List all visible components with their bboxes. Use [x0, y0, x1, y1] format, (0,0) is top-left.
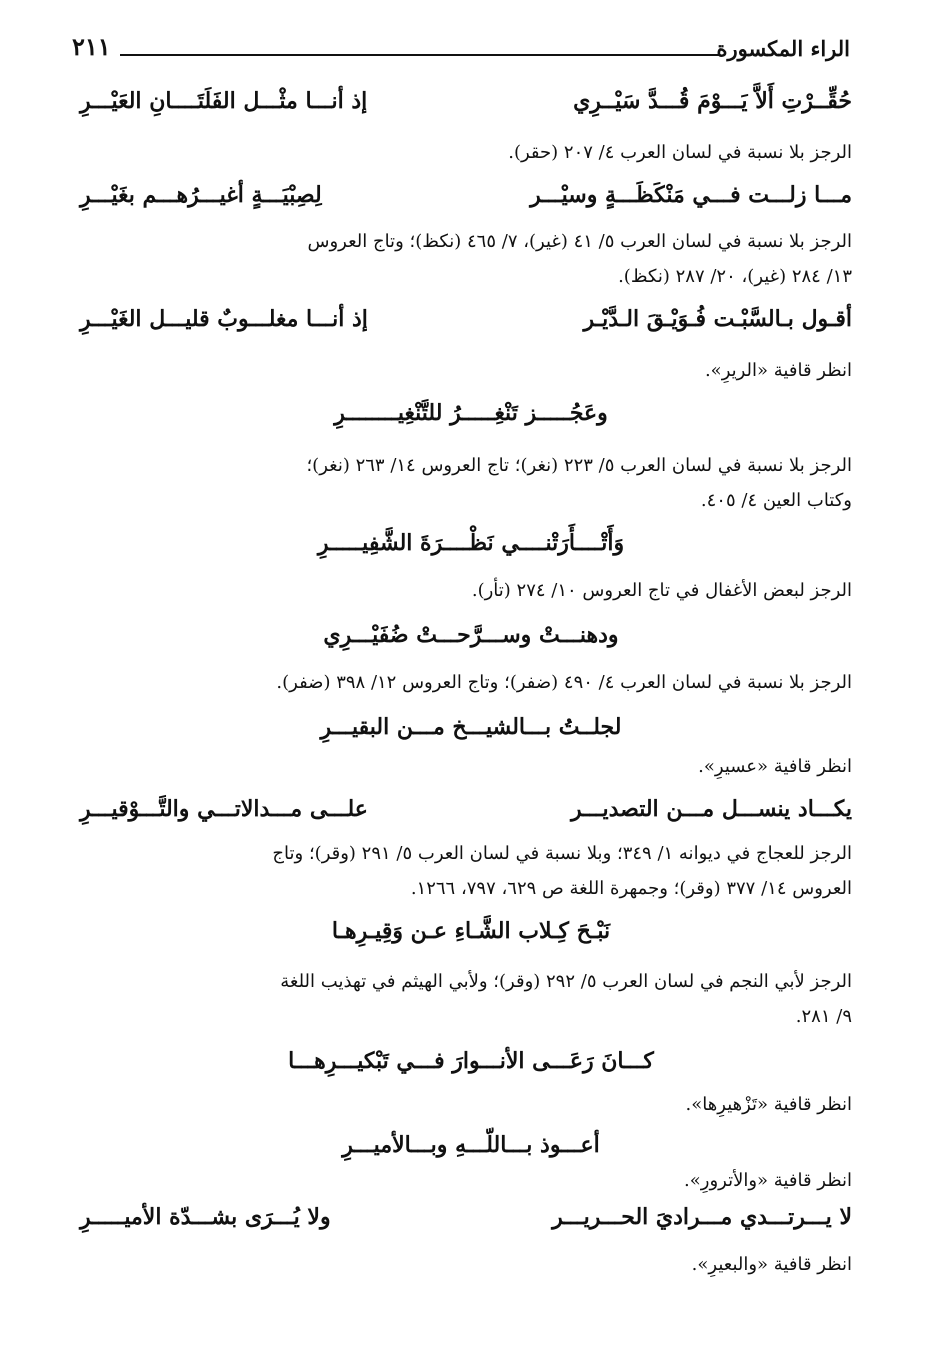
header-rule [120, 54, 720, 56]
verse [0, 88, 942, 128]
cross-reference: انظر قافية «الريرِ». [704, 360, 852, 381]
source-note [74, 224, 852, 294]
verse-single: لجلــتُ بـــالشيـــخ مـــن البقيـــرِ [320, 714, 622, 740]
verse [0, 796, 942, 836]
verse-first-hemistich: أقـول بـالسَّبْـت فُـوَيْـقَ الـدَّيْـر [583, 306, 852, 332]
verse-first-hemistich: مـــا زلـــت فـــي مَنْكَظَـــةٍ وسيْـــر [530, 182, 852, 208]
verse-first-hemistich: لا يـــرتـــدي مـــراديَ الحـــريـــر [552, 1204, 852, 1230]
cross-reference: انظر قافية «والأترورِ». [684, 1170, 852, 1191]
cross-reference: انظر قافية «تَزْهيرِها». [685, 1094, 852, 1115]
source-note [74, 836, 852, 906]
note-line: الرجز بلا نسبة في لسان العرب ٥/ ٤١ (غير)، ٧/ ٤٦٥ (نكظ)؛ وتاج العروس [307, 231, 852, 252]
verse-single: وعَجُـــــز تَنْغِـــــرُ للتَّنْغِيــــــــرِ [334, 400, 608, 426]
verse-first-hemistich: يكـــاد ينســـل مـــن التصديـــر [570, 796, 852, 822]
note-line: ١٣/ ٢٨٤ (غير)، ٢٠/ ٢٨٧ (نكظ). [618, 266, 852, 287]
source-note: الرجز بلا نسبة في لسان العرب ٤/ ٤٩٠ (ضفر)؛ وتاج العروس ١٢/ ٣٩٨ (ضفر). [276, 672, 852, 693]
verse-single: كـــانَ رَعَـــى الأنـــوارَ فـــي تَبْكيـــرِهـــا [288, 1048, 654, 1074]
page-number: ٢١١ [72, 32, 111, 61]
note-line: وكتاب العين ٤/ ٤٠٥. [700, 490, 852, 511]
verse [0, 306, 942, 346]
verse-second-hemistich: إذ أنـــا مثْـــل الفَلَتَــــانِ العَيْـــرِ [80, 88, 368, 114]
verse-single: وَأَتْــــأَرَتْنــــي نَظْــــرَةَ الشَّفِيـــــرِ [317, 530, 625, 556]
verse-second-hemistich: إذ أنـــا مغلـــوبٌ قليـــل الغَيْـــرِ [80, 306, 368, 332]
cross-reference: انظر قافية «عسيرِ». [698, 756, 852, 777]
source-note: الرجز لبعض الأغفال في تاج العروس ١٠/ ٢٧٤ (تأر). [471, 580, 852, 601]
source-note [74, 964, 852, 1034]
source-note [74, 448, 852, 518]
source-note: الرجز بلا نسبة في لسان العرب ٤/ ٢٠٧ (حقر). [508, 142, 852, 163]
verse-single: ودهنـــتْ وســـرَّحـــتْ ضُفَيْـــرِي [323, 622, 619, 648]
verse-second-hemistich: علـــى مـــدالاتـــي والتَّـــوْقيـــرِ [80, 796, 368, 822]
running-header [72, 32, 850, 66]
verse [0, 1204, 942, 1244]
cross-reference: انظر قافية «والبعيرِ». [691, 1254, 852, 1275]
verse-single: نَبْـحَ كِـلاب الشَّـاءِ عـن وَقِيـرِهـا [331, 918, 611, 944]
note-line: الرجز لأبي النجم في لسان العرب ٥/ ٢٩٢ (وقر)؛ ولأبي الهيثم في تهذيب اللغة [280, 971, 852, 992]
note-line: الرجز بلا نسبة في لسان العرب ٥/ ٢٢٣ (نغر)؛ تاج العروس ١٤/ ٢٦٣ (نغر)؛ [306, 455, 852, 476]
verse-single: أعـــوذ بـــاللّـــهِ وبـــالأميـــرِ [342, 1132, 600, 1158]
note-line: ٩/ ٢٨١. [795, 1006, 852, 1027]
verse-second-hemistich: لِصِبْيَـــةٍ أغيـــرُهـــم بغَيْـــرِ [80, 182, 322, 208]
verse-first-hemistich: حُقِّــرْتِ أَلاَّ يَـــوْمَ قُـــدَّ سَيْــرِي [573, 88, 852, 114]
verse-second-hemistich: ولا يُـــرَى بشـــدّة الأميـــــرِ [80, 1204, 331, 1230]
chapter-title: الراء المكسورة [716, 36, 850, 61]
note-line: الرجز للعجاج في ديوانه ١/ ٣٤٩؛ وبلا نسبة في لسان العرب ٥/ ٢٩١ (وقر)؛ وتاج [272, 843, 852, 864]
verse [0, 182, 942, 222]
note-line: العروس ١٤/ ٣٧٧ (وقر)؛ وجمهرة اللغة ص ٦٢٩، ٧٩٧، ١٢٦٦. [410, 878, 852, 899]
